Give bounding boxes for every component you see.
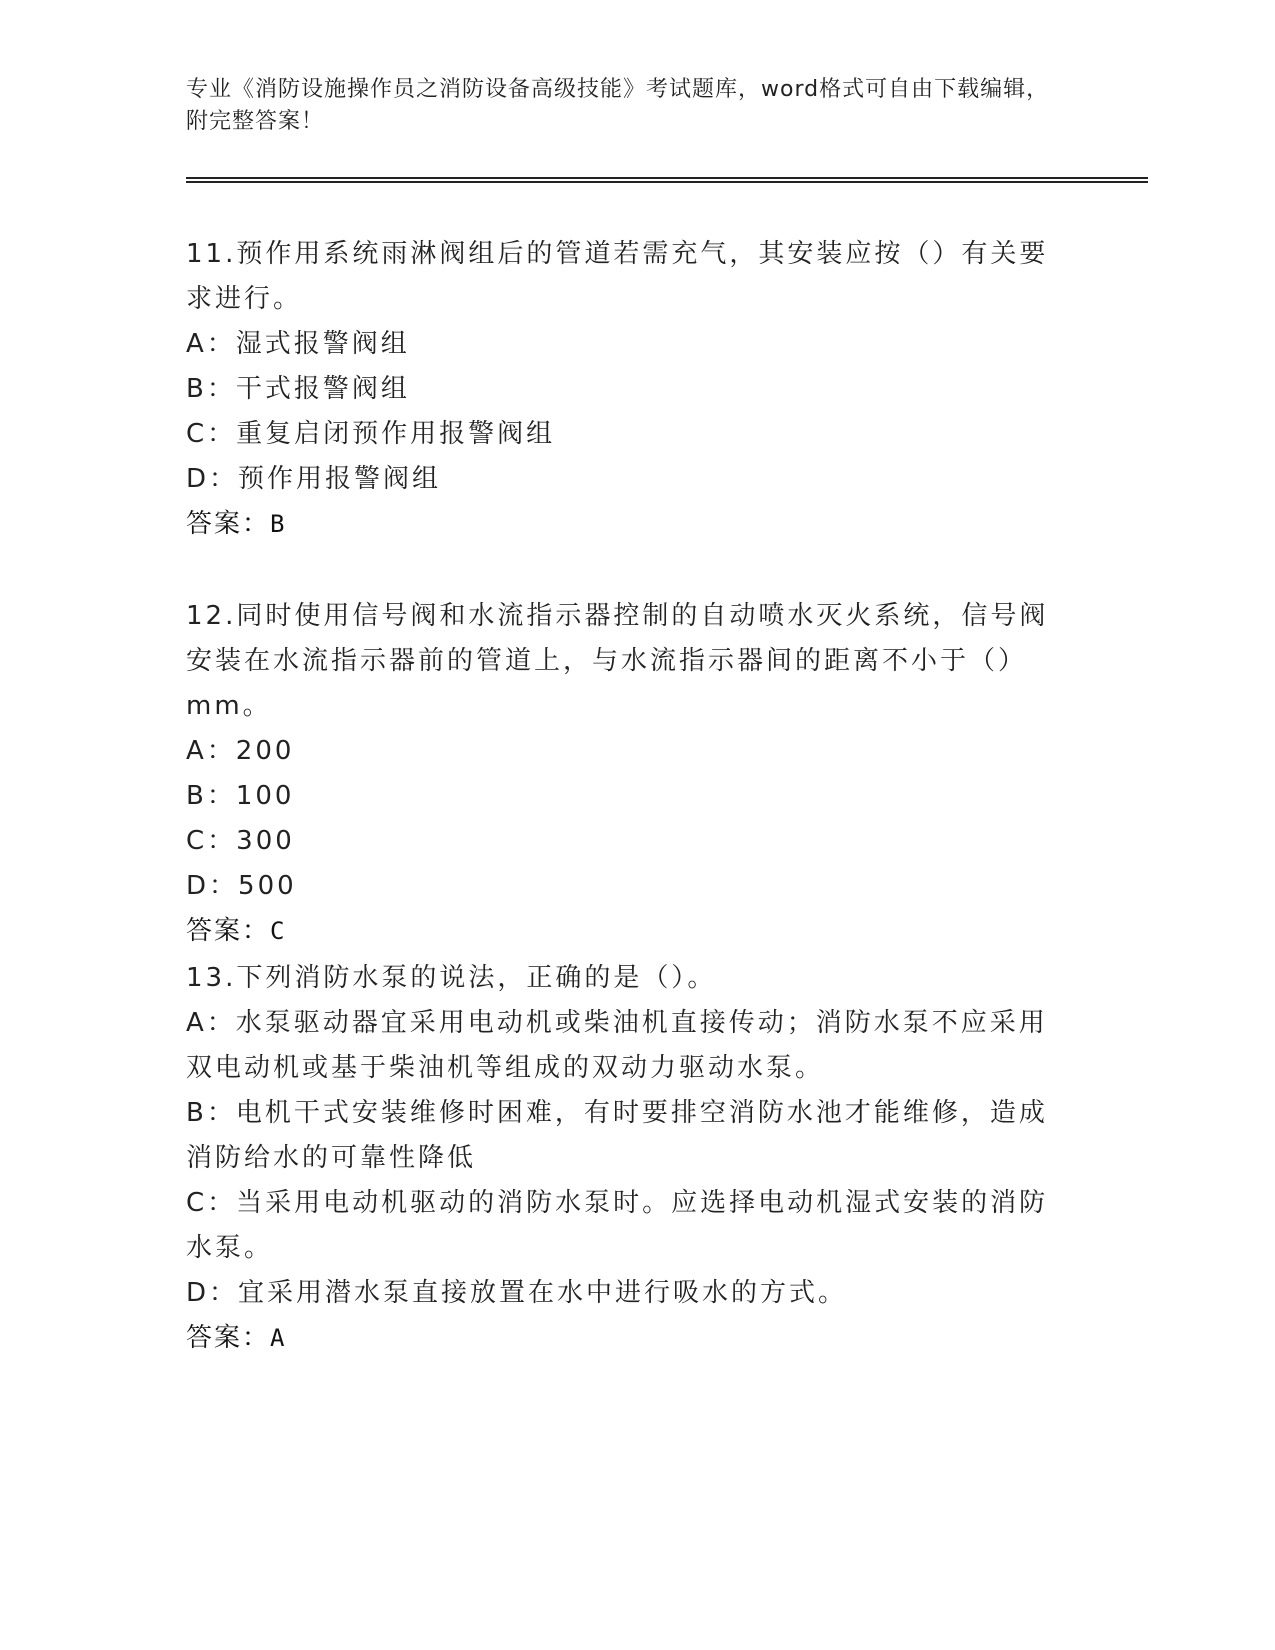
option-label: D： xyxy=(186,1278,239,1308)
question-stem: 同时使用信号阀和水流指示器控制的自动喷水灭火系统，信号阀安装在水流指示器前的管道上，与水流指示器间的距离不小于（）mm。 xyxy=(186,601,1049,721)
option-text: 100 xyxy=(235,781,295,811)
question-number: 12. xyxy=(186,601,237,631)
option-text: 干式报警阀组 xyxy=(235,374,410,404)
header-text: 专业《消防设施操作员之消防设备高级技能》考试题库，word格式可自由下载编辑，附完整答案！ xyxy=(186,77,1050,134)
answer-line xyxy=(186,502,1066,547)
question-stem: 下列消防水泵的说法，正确的是（）。 xyxy=(236,963,717,993)
option-label: C： xyxy=(186,1188,237,1218)
question-number: 11. xyxy=(186,239,237,269)
option-label: A： xyxy=(186,736,236,766)
option-label: A： xyxy=(186,1008,236,1038)
answer-line xyxy=(186,909,1066,954)
document-header xyxy=(186,74,1066,138)
option-text: 200 xyxy=(235,736,295,766)
option-label: B： xyxy=(186,781,236,811)
option-a xyxy=(186,1001,1066,1091)
answer-label: 答案： xyxy=(186,1323,271,1353)
option-label: C： xyxy=(186,826,237,856)
option-text: 预作用报警阀组 xyxy=(238,464,442,494)
option-d xyxy=(186,864,1066,909)
option-b xyxy=(186,367,1066,412)
option-text: 300 xyxy=(236,826,295,856)
option-label: B： xyxy=(186,1098,236,1128)
answer-line xyxy=(186,1316,1066,1361)
option-text: 当采用电动机驱动的消防水泵时。应选择电动机湿式安装的消防水泵。 xyxy=(186,1188,1049,1263)
option-a xyxy=(186,322,1066,367)
option-a xyxy=(186,729,1066,774)
option-text: 电机干式安装维修时困难，有时要排空消防水池才能维修，造成消防给水的可靠性降低 xyxy=(186,1098,1048,1173)
header-divider-bottom xyxy=(186,181,1148,183)
option-label: B： xyxy=(186,374,236,404)
answer-value: B xyxy=(270,510,287,538)
question-stem: 预作用系统雨淋阀组后的管道若需充气，其安装应按（）有关要求进行。 xyxy=(186,239,1049,314)
answer-label: 答案： xyxy=(186,509,271,539)
question-13 xyxy=(186,956,1066,1361)
header-divider-top xyxy=(186,177,1148,179)
option-label: C： xyxy=(186,419,237,449)
option-b xyxy=(186,1091,1066,1181)
question-text xyxy=(186,956,1066,1001)
option-text: 500 xyxy=(238,871,297,901)
option-text: 湿式报警阀组 xyxy=(235,329,410,359)
question-text xyxy=(186,232,1066,322)
option-b xyxy=(186,774,1066,819)
option-c xyxy=(186,1181,1066,1271)
question-12 xyxy=(186,594,1066,954)
option-c xyxy=(186,819,1066,864)
option-c xyxy=(186,412,1066,457)
question-text xyxy=(186,594,1066,729)
option-d xyxy=(186,457,1066,502)
option-label: D： xyxy=(186,871,239,901)
option-text: 水泵驱动器宜采用电动机或柴油机直接传动；消防水泵不应采用双电动机或基于柴油机等组成的双动力驱动水泵。 xyxy=(186,1008,1048,1083)
question-11 xyxy=(186,232,1066,547)
answer-label: 答案： xyxy=(186,916,271,946)
option-text: 宜采用潜水泵直接放置在水中进行吸水的方式。 xyxy=(238,1278,848,1308)
answer-value: A xyxy=(270,1324,287,1352)
option-label: D： xyxy=(186,464,239,494)
option-d xyxy=(186,1271,1066,1316)
answer-value: C xyxy=(270,917,287,945)
question-number: 13. xyxy=(186,963,237,993)
option-label: A： xyxy=(186,329,236,359)
option-text: 重复启闭预作用报警阀组 xyxy=(236,419,556,449)
